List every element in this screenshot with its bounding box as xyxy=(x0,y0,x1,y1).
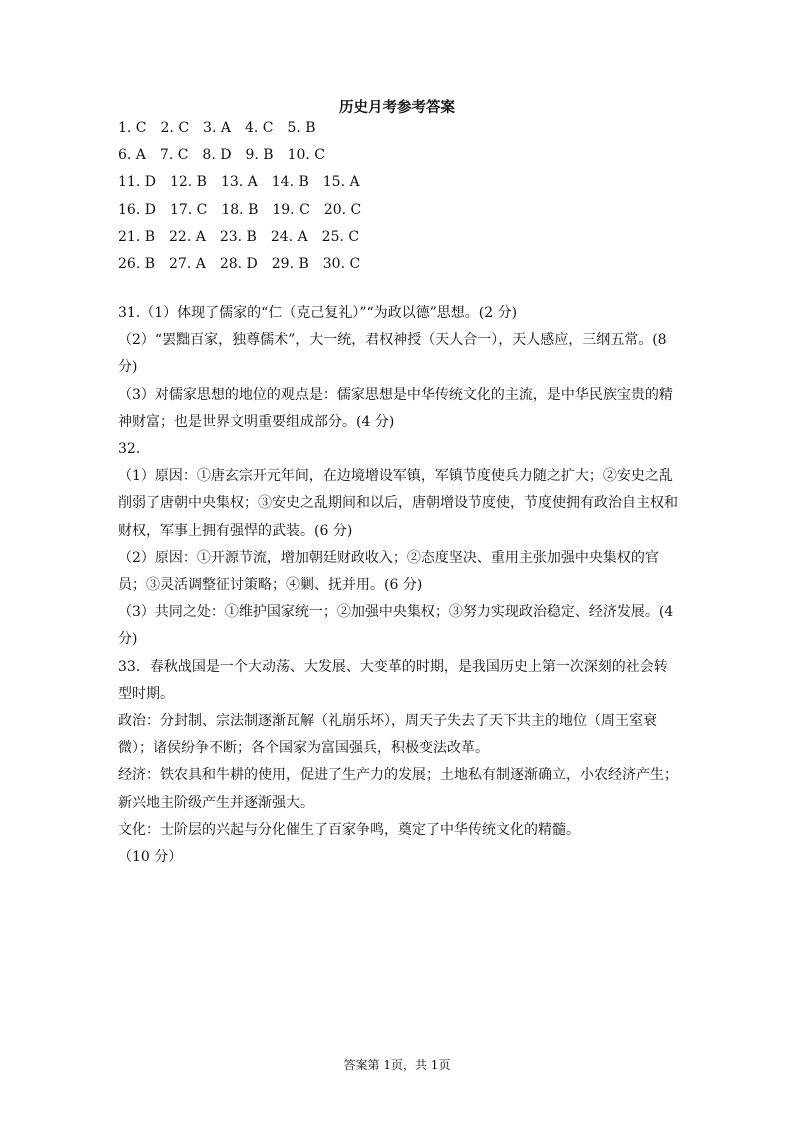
page-title: 历史月考参考答案 xyxy=(339,99,455,116)
answer-body xyxy=(118,300,678,871)
q33-economy: 经济：铁农具和牛耕的使用，促进了生产力的发展；土地私有制逐渐确立，小农经济产生；新兴地主阶级产生并逐渐强大。 xyxy=(118,767,678,811)
answer-row: 26. B 27. A 28. D 29. B 30. C xyxy=(118,256,361,273)
answer-row: 11. D 12. B 13. A 14. B 15. A xyxy=(118,174,360,191)
q33-culture: 文化：士阶层的兴起与分化催生了百家争鸣，奠定了中华传统文化的精髓。 xyxy=(118,821,580,838)
q32-number: 32. xyxy=(118,441,141,458)
answer-row: 16. D 17. C 18. B 19. C 20. C xyxy=(118,201,362,218)
q31-part1: 31.（1）体现了儒家的“仁（克己复礼）”“为政以德”思想。(2 分) xyxy=(118,305,518,321)
q31-part2: （2）“罢黜百家，独尊儒术”，大一统，君权神授（天人合一），天人感应，三纲五常。(8 分) xyxy=(118,332,667,376)
q33-politics: 政治：分封制、宗法制逐渐瓦解（礼崩乐坏），周天子失去了天下共主的地位（周王室衰微）；诸侯纷争不断；各个国家为富国强兵，积极变法改革。 xyxy=(118,713,657,757)
choice-answers xyxy=(118,115,361,278)
q32-part1: （1）原因：①唐玄宗开元年间，在边境增设军镇，军镇节度使兵力随之扩大；②安史之乱削弱了唐朝中央集权；③安史之乱期间和以后，唐朝增设节度使，节度使拥有政治自主权和财权，军事上拥有强悍的武装。(6 分) xyxy=(118,468,678,539)
q32-part3: （3）共同之处：①维护国家统一；②加强中央集权；③努力实现政治稳定、经济发展。(4 分) xyxy=(118,604,674,648)
q31-part3: （3）对儒家思想的地位的观点是：儒家思想是中华传统文化的主流，是中华民族宝贵的精神财富；也是世界文明重要组成部分。(4 分) xyxy=(118,386,673,430)
answer-row: 1. C 2. C 3. A 4. C 5. B xyxy=(118,120,316,136)
page-footer: 答案第 1页，共 1页 xyxy=(343,1058,451,1072)
q32-part2: （2）原因：①开源节流，增加朝廷财政收入；②态度坚决、重用主张加强中央集权的官员；③灵活调整征讨策略；④剿、抚并用。(6 分) xyxy=(118,549,659,594)
answer-row: 6. A 7. C 8. D 9. B 10. C xyxy=(118,147,325,164)
q33-score: （10 分） xyxy=(118,849,183,866)
q33-intro: 33．春秋战国是一个大动荡、大发展、大变革的时期，是我国历史上第一次深刻的社会转型时期。 xyxy=(118,658,668,702)
answer-row: 21. B 22. A 23. B 24. A 25. C xyxy=(118,228,360,245)
